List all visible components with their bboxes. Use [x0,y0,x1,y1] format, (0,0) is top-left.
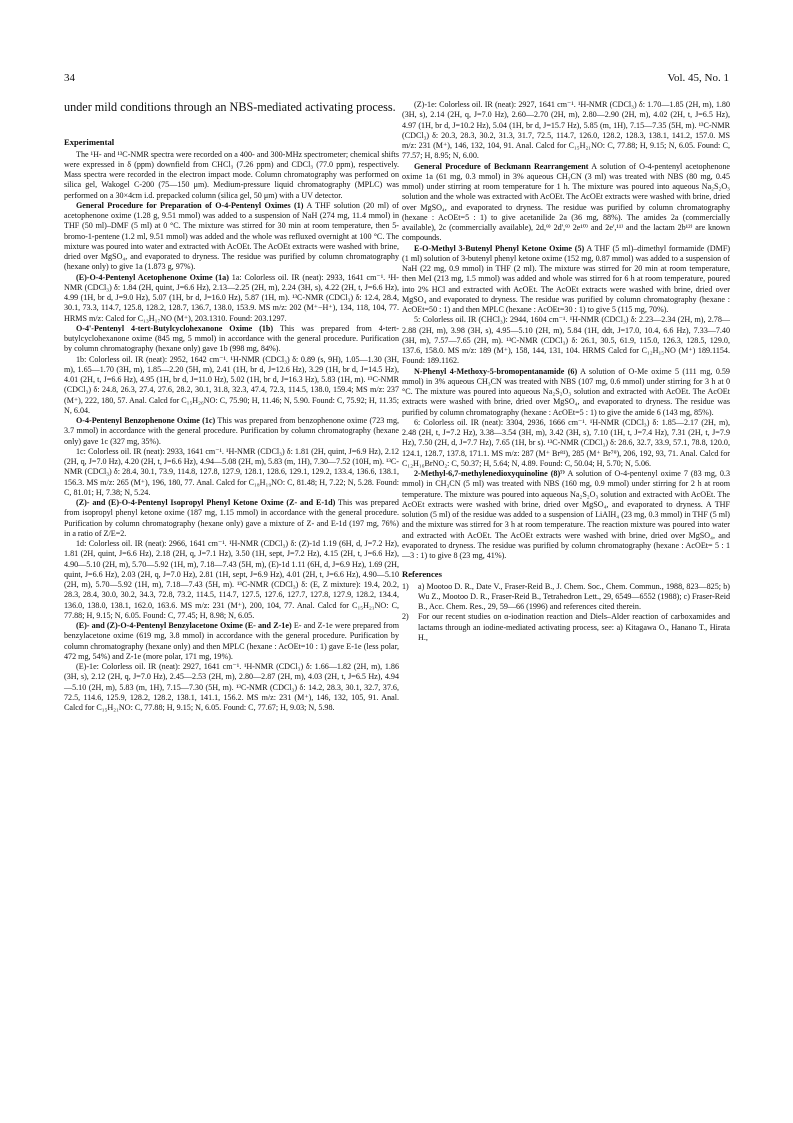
oxime-procedure-heading: General Procedure for Preparation of O-4-Pentenyl Oximes (1) [76,200,304,210]
reference-item [402,582,730,613]
compound-6-text: A solution of O-Me oxime 5 (111 mg, 0.59 mmol) in 3% aqueous CH₃CN was treated with NBS (107 mg, 0.6 mmol) under stirring for 3 h at 0 °C. The mixture was poured into aqueous Na₂S₂O₃ solution and extracted with AcOEt. The AcOEt extracts were washed with brine, dried over MgSO₄, and evaporated to dryness. The residue was purified by column chromatography (hexane : AcOEt=5 : 1) to give the amide 6 (143 mg, 85%). [402,366,730,417]
compound-1b-heading: O-4'-Pentenyl 4-tert-Butylcyclohexanone Oxime (1b) [76,323,274,333]
compound-1b-data: 1b: Colorless oil. IR (neat): 2952, 1642 cm⁻¹. ¹H-NMR (CDCl₃) δ: 0.89 (s, 9H), 1.05—1.30 (3H, m), 1.65—1.70 (3H, m), 1.85—2.20 (5H, m), 2.41 (1H, br d, J=12.6 Hz), 3.29 (1H, br d, J=14.5 Hz), 4.01 (2H, t, J=6.6 Hz), 4.95 (1H, br d, J=11.0 Hz), 5.02 (1H, br d, J=16.3 Hz), 5.83 (1H, m). ¹³C-NMR (CDCl₃) δ: 24.8, 26.3, 27.4, 27.6, 28.2, 30.1, 31.8, 32.3, 47.4, 72.3, 114.5, 138.0, 159.4; MS m/z: 237 (M⁺), 222, 180, 57. Anal. Calcd for C₁₅H₂₆NO: C, 75.90; H, 11.46; N, 5.90. Found: C, 75.92; H, 11.35; N, 6.04. [64,354,399,415]
compound-1d-data: 1d: Colorless oil. IR (neat): 2966, 1641 cm⁻¹. ¹H-NMR (CDCl₃) δ: (Z)-1d 1.19 (6H, d, J=7.2 Hz), 1.81 (2H, quint, J=6.6 Hz), 2.18 (2H, q, J=7.1 Hz), 3.50 (1H, sept, J=7.2 Hz), 4.15 (2H, t, J=6.6 Hz), 4.90—5.10 (2H, m), 5.70—5.92 (1H, m), 7.18—7.43 (5H, m), (E)-1d 1.11 (6H, d, J=6.9 Hz), 1.69 (2H, quint, J=6.6 Hz), 2.03 (2H, q, J=7.0 Hz), 2.81 (1H, sept, J=6.9 Hz), 4.01 (2H, t, J=6.6 Hz), 4.90—5.10 (2H, m), 5.70—5.92 (1H, m), 7.18—7.43 (5H, m). ¹³C-NMR (CDCl₃) δ: (E, Z mixture): 19.4, 20.2, 28.3, 28.4, 30.0, 30.2, 34.3, 72.8, 73.2, 114.5, 114.7, 127.5, 127.6, 127.7, 127.8, 127.9, 128.2, 134.4, 136.0, 138.0, 138.1, 162.0, 163.6. MS m/z: 231 (M⁺), 200, 104, 77. Anal. Calcd for C₁₅H₂₁NO: C, 77.88; H, 9.15; N, 6.05. Found: C, 77.45; H, 8.98; N, 6.05. [64,539,399,620]
compound-1c [64,416,399,447]
compound-8-heading: 2-Methyl-6,7-methylenedioxyquinoline (8)⁷⁾ [414,469,565,478]
experimental-heading: Experimental [64,137,115,148]
compound-6 [402,367,730,418]
compound-1c-heading: O-4-Pentenyl Benzophenone Oxime (1c) [76,416,216,426]
general-methods: The ¹H- and ¹³C-NMR spectra were recorded on a 400- and 300-MHz spectrometer; chemical shifts were expressed in δ (ppm) downfield from CHCl₃ (7.26 ppm) and CDCl₃ (77.0 ppm), respectively. Mass spectra were recorded in the electron impact mode. Column chromatography was performed on silica gel, Wakogel C-200 (75—150 μm). Medium-pressure liquid chromatography (MPLC) was performed on a 30×4cm i.d. prepacked column (silica gel, 50 μm) with a UV detector. [64,149,399,200]
compound-1d-heading: (Z)- and (E)-O-4-Pentenyl Isopropyl Phenyl Ketone Oxime (Z- and E-1d) [76,498,336,508]
references-list [402,582,730,644]
compound-e1e-data: (E)-1e: Colorless oil. IR (neat): 2927, 1641 cm⁻¹. ¹H-NMR (CDCl₃) δ: 1.66—1.82 (2H, m), 1.86 (3H, s), 2.12 (2H, q, J=7.0 Hz), 2.45—2.53 (2H, m), 2.80—2.87 (2H, m), 4.03 (2H, t, J=6.5 Hz), 4.94—5.10 (2H, m), 5.83 (m, 1H), 7.15—7.30 (5H, m). ¹³C-NMR (CDCl₃) δ: 14.2, 28.3, 30.1, 32.7, 37.6, 72.5, 114.6, 125.9, 128.2, 128.2, 138.1, 141.1, 156.2. MS m/z: 231 (M⁺), 146, 132, 105, 91. Anal. Calcd for C₁₅H₂₁NO: C, 77.88; H, 9.15; N, 6.05. Found: C, 77.67; H, 9.03; N, 5.98. [64,662,399,713]
compound-1a [64,273,399,324]
beckmann-procedure [402,162,730,244]
oxime-procedure [64,201,399,273]
compound-1e [64,621,399,662]
reference-text: a) Mootoo D. R., Date V., Fraser-Reid B., J. Chem. Soc., Chem. Commun., 1988, 823—825; b) Wu Z., Mootoo D. R., Fraser-Reid B., Tetrahedron Lett., 29, 6549—6552 (1988); c) Fraser-Reid B., Acc. Chem. Res., 29, 59—66 (1996) and references cited therein. [418,581,730,611]
compound-1e-heading: (E)- and (Z)-O-4-Pentenyl Benzylacetone Oxime (E- and Z-1e) [76,621,292,631]
compound-6-heading: N-Phenyl 4-Methoxy-5-bromopentanamide (6) [414,366,578,376]
compound-1a-heading: (E)-O-4-Pentenyl Acetophenone Oxime (1a) [76,272,229,282]
compound-5 [402,244,730,316]
beckmann-text: A solution of O-4-pentenyl acetophenone oxime 1a (61 mg, 0.3 mmol) in 3% aqueous CH₃CN (3 ml) was treated with NBS (80 mg, 0.45 mmol) under stirring at room temperature for 1 h. The mixture was poured into aqueous Na₂S₂O₃ solution and the whole was extracted with AcOEt. The AcOEt extracts were washed with brine, dried over MgSO₄, and evaporated to dryness. The residue was purified by column chromatography (hexane : AcOEt=5 : 1) to give acetanilide 2a (36 mg, 88%). The amides 2a (commercially available), 2c (commercially available), 2d,⁹⁾ 2d',⁹⁾ 2e¹⁰⁾ and 2e',¹¹⁾ and the lactam 2b¹²⁾ are known compounds. [402,161,731,243]
reference-item [402,612,730,643]
volume-label: Vol. 45, No. 1 [667,72,729,84]
right-column [402,100,730,643]
compound-6-data: 6: Colorless oil. IR (neat): 3304, 2936, 1666 cm⁻¹. ¹H-NMR (CDCl₃) δ: 1.85—2.17 (2H, m), 2.48 (2H, t, J=7.2 Hz), 3.38—3.54 (3H, m), 3.42 (3H, s), 7.10 (1H, t, J=7.4 Hz), 7.31 (2H, t, J=7.9 Hz), 7.50 (2H, d, J=7.7 Hz), 7.65 (1H, br s). ¹³C-NMR (CDCl₃) δ: 28.6, 32.7, 33.9, 57.1, 78.8, 120.0, 124.1, 128.7, 137.8, 171.1. MS m/z: 287 (M⁺ Br⁸¹), 285 (M⁺ Br⁷⁹), 206, 192, 93, 71. Anal. Calcd for C₁₂H₁₆BrNO₂: C, 50.37; H, 5.64; N, 4.89. Found: C, 50.04; H, 5.70; N, 5.06. [402,417,730,468]
compound-5-text: A THF (5 ml)–dimethyl formamide (DMF) (1 ml) solution of 3-butenyl phenyl ketone oxime (152 mg, 0.87 mmol) was added to a suspension of NaH (22 mg, 0.9 mmol) in THF (2 ml). The mixture was stirred for 20 min at room temperature, then MeI (213 mg, 1.5 mmol) was added and whole was stirred for 6 h at room temperature, poured into 2% HCl and extracted with AcOEt. The AcOEt extracts were washed with brine, dried over MgSO₄ and evaporated to dryness. The residue was purified by column chromatography (hexane : AcOEt=50 : 1) and then MPLC (hexane : AcOEt=30 : 1) to give 5 (115 mg, 70%). [402,243,731,314]
left-column [64,100,399,713]
compound-1c-text: This was prepared from benzophenone oxime (723 mg, 3.7 mmol) in accordance with the general procedure. Purification by column chromatography (hexane only) gave 1c (327 mg, 35%). [64,416,400,446]
compound-1b-text: This was prepared from 4-tert-butylcyclohexanone oxime (845 mg, 5 mmol) in accordance with the general procedure. Purification by column chromatography (hexane only) gave 1b (998 mg, 84%). [64,323,399,354]
compound-8 [402,469,730,561]
compound-8-text: A solution of O-4-pentenyl oxime 7 (83 mg, 0.3 mmol) in CH₃CN (5 ml) was treated with NBS (160 mg, 0.9 mmol) under stirring for 2 h at room temperature. The mixture was poured into aqueous Na₂S₂O₃ solution and extracted with AcOEt. The AcOEt extracts were washed with brine, dried over MgSO₄, and evaporated to dryness. A THF solution (5 ml) of the residue was added to a suspension of LiAlH₄ (23 mg, 0.3 mmol) in THF (5 ml) and the mixture was stirred for 3 h at room temperature. The reaction mixture was poured into water and extracted with AcOEt. The AcOEt extracts were washed with brine, dried over MgSO₄, and evaporated to dryness. The residue was purified by column chromatography (hexane : AcOEt= 5 : 1—3 : 1) to give 8 (23 mg, 41%). [402,469,730,560]
reference-number: 2) [402,612,409,622]
reference-text: For our recent studies on α-iodination reaction and Diels–Alder reaction of carboxamides and lactams through an iodine-mediated activating process, see: a) Kitagawa O., Hanano T., Hirata H., [418,612,730,642]
reference-number: 1) [402,581,409,591]
compound-1e-text: E- and Z-1e were prepared from benzylacetone oxime (619 mg, 3.8 mmol) in accordance with the general procedure. Purification by column chromatography (hexane only) and then MPLC (hexane : AcOEt=10 : 1) gave E-1e (less polar, 472 mg, 54%) and Z-1e (more polar, 171 mg, 19%). [64,621,399,661]
beckmann-heading: General Procedure of Beckmann Rearrangement [414,161,589,171]
compound-1a-text: 1a: Colorless oil. IR (neat): 2933, 1641 cm⁻¹. ¹H-NMR (CDCl₃) δ: 1.84 (2H, quint, J=6.6 Hz), 2.13—2.25 (2H, m), 2.24 (3H, s), 4.22 (2H, t, J=6.6 Hz), 4.99 (1H, br d, J=9.0 Hz), 5.07 (1H, br d, J=16.0 Hz), 5.87 (1H, m). ¹³C-NMR (CDCl₃) δ: 12.4, 28.4, 30.1, 73.3, 114.7, 125.8, 128.2, 128.7, 136.7, 138.0, 153.9. MS m/z: 202 (M⁺−H⁺), 134, 118, 104, 77. HRMS m/z: Calcd for C₁₃H₁₇NO (M⁺), 203.1310. Found: 203.1297. [64,272,399,323]
page-number: 34 [64,72,75,84]
intro-tail: under mild conditions through an NBS-mediated activating process. [64,100,396,114]
compound-1b [64,324,399,355]
references-heading: References [402,569,442,580]
compound-1c-data: 1c: Colorless oil. IR (neat): 2933, 1641 cm⁻¹. ¹H-NMR (CDCl₃) δ: 1.81 (2H, quint, J=6.9 Hz), 2.12 (2H, q, J=7.0 Hz), 4.20 (2H, t, J=6.6 Hz), 4.94—5.08 (2H, m), 5.83 (m, 1H), 7.30—7.52 (10H, m). ¹³C-NMR (CDCl₃) δ: 28.4, 30.1, 73.9, 114.8, 127.8, 127.9, 128.1, 128.6, 129.1, 129.2, 133.4, 136.6, 138.1, 156.3. MS m/z: 265 (M⁺), 196, 180, 77. Anal. Calcd for C₁₈H₁₉NO: C, 81.48; H, 7.22; N, 5.28. Found: C, 81.01; H, 7.38; N, 5.24. [64,446,400,497]
oxime-procedure-text: A THF solution (20 ml) of acetophenone oxime (1.28 g, 9.51 mmol) was added to a suspension of NaH (274 mg, 11.4 mmol) in THF (50 ml)–DMF (5 ml) at 0 °C. The mixture was stirred for 30 min at room temperature, then 5-bromo-1-pentene (1.2 ml, 9.51 mmol) was added and the whole was refluxed overnight at 100 °C. The mixture was poured into water and extracted with AcOEt. The AcOEt extracts were washed with brine, dried over MgSO₄, and evaporated to dryness. The residue was purified by column chromatography (hexane only) to give 1a (1.873 g, 97%). [64,200,399,272]
compound-z1e-data: (Z)-1e: Colorless oil. IR (neat): 2927, 1641 cm⁻¹. ¹H-NMR (CDCl₃) δ: 1.70—1.85 (2H, m), 1.80 (3H, s), 2.14 (2H, q, J=7.0 Hz), 2.60—2.70 (2H, m), 2.80—2.90 (2H, m), 4.02 (2H, t, J=6.5 Hz), 4.97 (1H, br d, J=10.2 Hz), 5.04 (1H, br d, J=15.7 Hz), 5.85 (m, 1H), 7.15—7.35 (5H, m). ¹³C-NMR (CDCl₃) δ: 20.3, 28.3, 30.2, 31.3, 31.7, 72.5, 114.7, 126.0, 128.2, 128.3, 138.1, 141.2, 157.0. MS m/z: 231 (M⁺), 146, 132, 104, 91. Anal. Calcd for C₁₅H₂₁NO: C, 77.88; H, 9.15; N, 6.05. Found: C, 77.57; H, 8.95; N, 6.00. [402,100,730,161]
compound-1d [64,498,399,539]
compound-5-heading: E-O-Methyl 3-Butenyl Phenyl Ketone Oxime (5) [414,243,585,253]
compound-1d-text: This was prepared from isopropyl phenyl ketone oxime (187 mg, 1.15 mmol) in accordance with the general procedure. Purification by column chromatography (hexane only) gave a mixture of Z- and E-1d (197 mg, 76%) in a ratio of Z/E=2. [64,498,399,538]
compound-5-data: 5: Colorless oil. IR (CHCl₃): 2944, 1604 cm⁻¹. ¹H-NMR (CDCl₃) δ: 2.23—2.34 (2H, m), 2.78—2.88 (2H, m), 3.98 (3H, s), 4.95—5.10 (2H, m), 5.84 (1H, ddt, J=17.0, 10.4, 6.6 Hz), 7.33—7.40 (3H, m), 7.57—7.65 (2H, m). ¹³C-NMR (CDCl₃) δ: 26.1, 30.5, 61.9, 115.0, 126.3, 128.5, 129.0, 137.6, 158.0. MS m/z: 189 (M⁺), 158, 144, 131, 104. HRMS Calcd for C₁₂H₁₅NO (M⁺) 189.1154. Found: 189.1162. [402,315,730,366]
